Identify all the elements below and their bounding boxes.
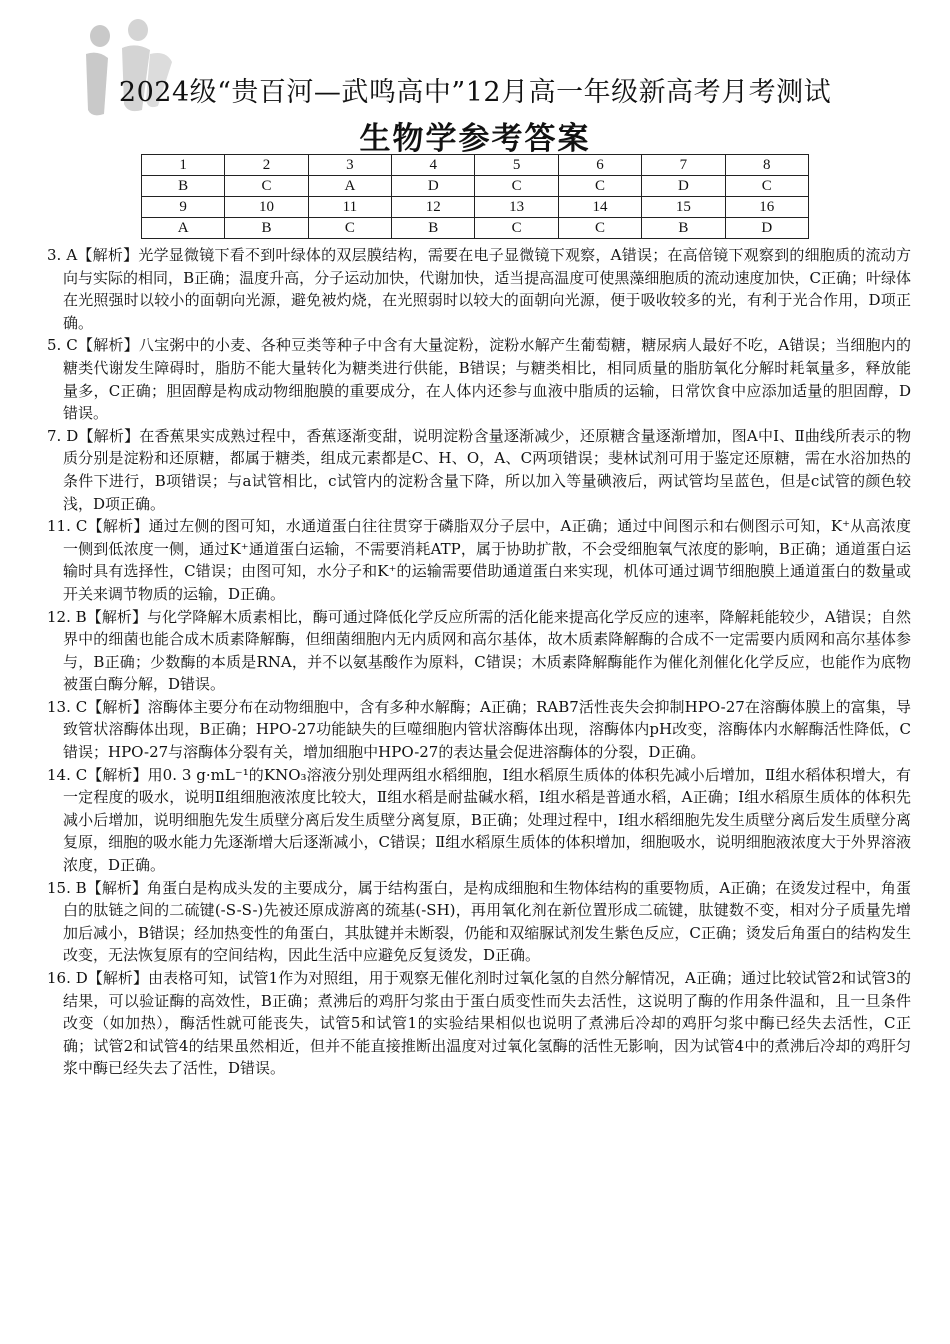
explanation-list [47,244,911,1080]
table-cell: 3 [308,155,391,176]
table-cell: 1 [142,155,225,176]
document-title: 2024级“贵百河—武鸣高中”12月高一年级新高考月考测试 [118,77,832,108]
table-row [142,218,809,239]
table-cell: C [475,218,558,239]
table-cell: C [725,176,808,197]
table-cell: 7 [642,155,725,176]
table-cell: C [308,218,391,239]
table-cell: B [142,176,225,197]
explanation-item: 16. D【解析】由表格可知，试管1作为对照组，用于观察无催化剂时过氧化氢的自然分解情况，A正确；通过比较试管2和试管3的结果，可以验证酶的高效性，B正确；煮沸后的鸡肝匀浆由于蛋白质变性而失去活性，这说明了酶的作用条件温和，且一旦条件改变（如加热），酶活性就可能丧失，试管5和试管1的实验结果相似也说明了煮沸后冷却的鸡肝匀浆中酶已经失去活性，C正确；试管2和试管4的结果虽然相近，但并不能直接推断出温度对过氧化氢酶的活性无影响，因为试管4中的煮沸后冷却的鸡肝匀浆中酶已经失去了活性，D错误。 [47,969,911,1078]
answer-table [141,154,809,239]
table-cell: C [475,176,558,197]
table-cell: 12 [392,197,475,218]
table-cell: 11 [308,197,391,218]
table-cell: 16 [725,197,808,218]
table-cell: B [225,218,308,239]
table-row [142,197,809,218]
table-cell: A [142,218,225,239]
table-cell: 6 [558,155,641,176]
explanation-item: 5. C【解析】八宝粥中的小麦、各种豆类等种子中含有大量淀粉，淀粉水解产生葡萄糖，糖尿病人最好不吃，A错误；当细胞内的糖类代谢发生障碍时，脂肪不能大量转化为糖类进行供能，B错误；与糖类相比，相同质量的脂肪氧化分解时耗氧量多，释放能量多，C正确；胆固醇是构成动物细胞膜的重要成分，在人体内还参与血液中脂质的运输，日常饮食中应添加适量的胆固醇，D错误。 [47,336,911,423]
table-cell: D [392,176,475,197]
table-cell: 14 [558,197,641,218]
document-subtitle: 生物学参考答案 [359,121,591,157]
explanation-item: 13. C【解析】溶酶体主要分布在动物细胞中，含有多种水解酶；A正确；RAB7活性丧失会抑制HPO-27在溶酶体膜上的富集，导致管状溶酶体出现，B正确；HPO-27功能缺失的巨噬细胞内管状溶酶体出现，溶酶体内pH改变，溶酶体内水解酶活性降低，C错误；HPO-27与溶酶体分裂有关，增加细胞中HPO-27的表达量会促进溶酶体的分裂，D正确。 [47,697,911,762]
explanation-item: 12. B【解析】与化学降解木质素相比，酶可通过降低化学反应所需的活化能来提高化学反应的速率，降解耗能较少，A错误；自然界中的细菌也能合成木质素降解酶，但细菌细胞内无内质网和高尔基体，故木质素降解酶的合成不一定需要内质网和高尔基体参与，B正确；少数酶的本质是RNA，并不以氨基酸作为原料，C错误；木质素降解酶能作为催化剂催化化学反应，也能作为底物被蛋白酶分解，D错误。 [47,607,911,694]
table-cell: 9 [142,197,225,218]
table-cell: A [308,176,391,197]
table-cell: 2 [225,155,308,176]
table-cell: 15 [642,197,725,218]
table-cell: 8 [725,155,808,176]
explanation-item: 15. B【解析】角蛋白是构成头发的主要成分，属于结构蛋白，是构成细胞和生物体结构的重要物质，A正确；在烫发过程中，角蛋白的肽链之间的二硫键(-S-S-)先被还原成游离的巯基(-SH)，再用氧化剂在新位置形成二硫键，肽键数不变，相对分子质量先增加后减小，B错误；经加热变性的角蛋白，其肽键并未断裂，仍能和双缩脲试剂发生紫色反应，C正确；烫发后角蛋白的结构发生改变，无法恢复原有的空间结构，因此生活中应避免反复烫发，D正确。 [47,878,911,965]
table-cell: D [642,176,725,197]
table-cell: B [392,218,475,239]
table-cell: 13 [475,197,558,218]
explanation-item: 7. D【解析】在香蕉果实成熟过程中，香蕉逐渐变甜，说明淀粉含量逐渐减少，还原糖含量逐渐增加，图A中Ⅰ、Ⅱ曲线所表示的物质分别是淀粉和还原糖，都属于糖类，组成元素都是C、H、O，A、C两项错误；斐林试剂可用于鉴定还原糖，需在水浴加热的条件下进行，B项错误；与a试管相比，c试管内的淀粉含量下降，所以加入等量碘液后，两试管均呈蓝色，但是c试管的颜色较浅，D项正确。 [47,426,911,513]
table-cell: D [725,218,808,239]
table-cell: 5 [475,155,558,176]
explanation-item: 11. C【解析】通过左侧的图可知，水通道蛋白往往贯穿于磷脂双分子层中，A正确；通过中间图示和右侧图示可知，K⁺从高浓度一侧到低浓度一侧，通过K⁺通道蛋白运输，不需要消耗ATP，属于协助扩散，不会受细胞氧气浓度的影响，B正确；通道蛋白运输时具有选择性，C错误；由图可知，水分子和K⁺的运输需要借助通道蛋白来实现，机体可通过调节细胞膜上通道蛋白的数量或开关来调节物质的运输，D正确。 [47,517,911,603]
table-cell: B [642,218,725,239]
table-row [142,176,809,197]
explanation-item: 14. C【解析】用0. 3 g·mL⁻¹的KNO₃溶液分别处理两组水稻细胞，Ⅰ组水稻原生质体的体积先减小后增加，Ⅱ组水稻体积增大，有一定程度的吸水，说明Ⅱ组细胞液浓度比较大，Ⅱ组水稻是耐盐碱水稻，Ⅰ组水稻是普通水稻，A正确；Ⅰ组水稻原生质体的体积先减小后增加，说明细胞先发生质壁分离后发生质壁分离复原，B正确；处理过程中，Ⅰ组水稻细胞先发生质壁分离后发生质壁分离复原，细胞的吸水能力先逐渐增大后逐渐减小，C错误；Ⅱ组水稻原生质体的体积增加，细胞吸水，说明细胞液浓度大于外界溶液浓度，D正确。 [47,765,911,875]
table-cell: C [558,218,641,239]
table-row [142,155,809,176]
explanation-item: 3. A【解析】光学显微镜下看不到叶绿体的双层膜结构，需要在电子显微镜下观察，A错误；在高倍镜下观察到的细胞质的流动方向与实际的相同，B正确；温度升高，分子运动加快，代谢加快，适当提高温度可使黑藻细胞质的流动速度加快，C正确；叶绿体在光照强时以较小的面朝向光源，避免被灼烧，在光照弱时以较大的面朝向光源，便于吸收较多的光，有利于光合作用，D项正确。 [47,246,911,332]
table-cell: C [225,176,308,197]
table-cell: 10 [225,197,308,218]
table-cell: C [558,176,641,197]
table-cell: 4 [392,155,475,176]
